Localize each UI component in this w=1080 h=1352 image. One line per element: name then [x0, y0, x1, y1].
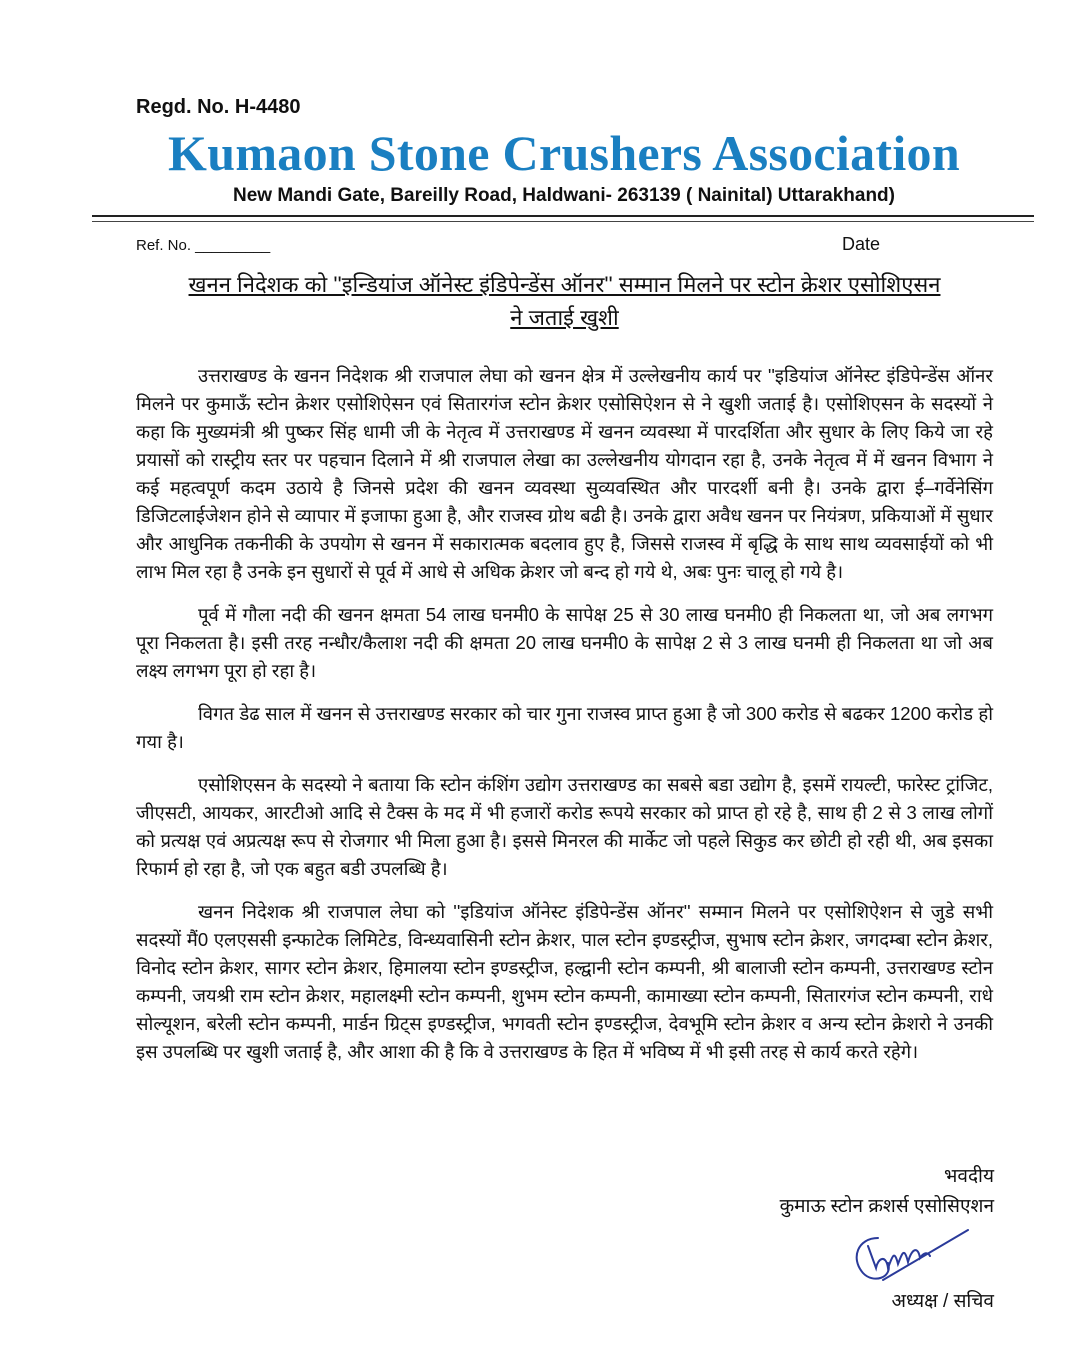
date-label: Date: [842, 234, 881, 254]
regd-number: Regd. No. H-4480: [136, 96, 301, 118]
letter-body: [136, 362, 993, 1081]
header-rule-thick: [92, 215, 1034, 217]
body-paragraph: एसोशिएसन के सदस्यो ने बताया कि स्टोन कंशिंग उद्योग उत्तराखण्ड का सबसे बडा उद्योग है, इसमें रायल्टी, फारेस्ट ट्रांजिट, जीएसटी, आयकर, आरटीओ आदि से टैक्स के मद में भी हजारों करोड रूपये सरकार को प्राप्त हो रहे है, साथ ही 2 से 3 लाख लोगों को प्रत्यक्ष एवं अप्रत्यक्ष रूप से रोजगार भी मिला हुआ है। इससे मिनरल की मार्केट जो पहले सिकुड कर छोटी हो रही थी, अब इसका रिफार्म हो रहा है, जो एक बहुत बडी उपलब्धि है।: [136, 774, 993, 879]
headline-line-1: खनन निदेशक को ''इन्डियांज ऑनेस्ट इंडिपेन्डेंस ऑनर'' सम्मान मिलने पर स्टोन क्रेशर एसोशिएसन: [188, 272, 941, 297]
closing-block: [780, 1162, 994, 1222]
organization-address: New Mandi Gate, Bareilly Road, Haldwani- 263139 ( Nainital) Uttarakhand): [232, 185, 895, 206]
ref-number: Ref. No. _________: [136, 237, 271, 254]
designation: अध्यक्ष / सचिव: [891, 1291, 994, 1312]
body-paragraph: पूर्व में गौला नदी की खनन क्षमता 54 लाख घनमी0 के सापेक्ष 25 से 30 लाख घनमी0 ही निकलता था, जो अब लगभग पूरा निकलता है। इसी तरह नन्धौर/कैलाश नदी की क्षमता 20 लाख घनमी0 के सापेक्ष 2 से 3 लाख घनमी ही निकलता था जो अब लक्ष्य लगभग पूरा हो रहा है।: [136, 604, 993, 681]
handwritten-signature: [848, 1218, 978, 1288]
header-rule-thin: [92, 221, 1034, 222]
headline: [136, 268, 993, 334]
organization-name: Kumaon Stone Crushers Association: [168, 125, 960, 181]
headline-line-2: ने जताई खुशी: [510, 305, 619, 330]
body-paragraph: विगत डेढ साल में खनन से उत्तराखण्ड सरकार को चार गुना राजस्व प्राप्त हुआ है जो 300 करोड से बढकर 1200 करोड हो गया है।: [136, 703, 993, 752]
body-paragraph: खनन निदेशक श्री राजपाल लेघा को ''इडियांज ऑनेस्ट इंडिपेन्डेंस ऑनर'' सम्मान मिलने पर एसोशिऐशन से जुडे सभी सदस्यों मैं0 एलएससी इन्फाटेक लिमिटेड, विन्ध्यवासिनी स्टोन क्रेशर, पाल स्टोन इण्डस्ट्रीज, सुभाष स्टोन क्रेशर, जगदम्बा स्टोन क्रेशर, विनोद स्टोन क्रेशर, सागर स्टोन क्रेशर, हिमालया स्टोन इण्डस्ट्रीज, हल्द्वानी स्टोन कम्पनी, श्री बालाजी स्टोन कम्पनी, उत्तराखण्ड स्टोन कम्पनी, जयश्री राम स्टोन क्रेशर, महालक्ष्मी स्टोन कम्पनी, शुभम स्टोन कम्पनी, कामाख्या स्टोन कम्पनी, सितारगंज स्टोन कम्पनी, राधे सोल्यूशन, बरेली स्टोन कम्पनी, मार्डन ग्रिट्स इण्डस्ट्रीज, भगवती स्टोन इण्डस्ट्रीज, देवभूमि स्टोन क्रेशर व अन्य स्टोन क्रेशरो ने उनकी इस उपलब्धि पर खुशी जताई है, और आशा की है कि वे उत्तराखण्ड के हित में भविष्य में भी इसी तरह से कार्य करते रहेगे।: [136, 901, 993, 1062]
signatory-organization: कुमाऊ स्टोन क्रशर्स एसोसिएशन: [779, 1196, 994, 1217]
salutation: भवदीय: [944, 1166, 994, 1187]
body-paragraph: उत्तराखण्ड के खनन निदेशक श्री राजपाल लेघा को खनन क्षेत्र में उल्लेखनीय कार्य पर ''इडियांज ऑनेस्ट इंडिपेन्डेंस ऑनर मिलने पर कुमाऊँ स्टोन क्रेशर एसोशिऐसन एवं सितारगंज स्टोन क्रेशर एसोसिऐशन से ने खुशी जताई है। एसोशिएसन के सदस्यों ने कहा कि मुख्यमंत्री श्री पुष्कर सिंह धामी जी के नेतृत्व में उत्तराखण्ड में खनन व्यवस्था में पारदर्शिता और सुधार के लिए किये जा रहे प्रयासों को रास्ट्रीय स्तर पर पहचान दिलाने में श्री राजपाल लेखा का उल्लेखनीय योगदान रहा है, उनके नेतृत्व में में खनन विभाग ने कई महत्वपूर्ण कदम उठाये है जिनसे प्रदेश की खनन व्यवस्था सुव्यवस्थित और पारदर्शी बनी है। उनके द्वारा ई–गर्वेनेसिंग डिजिटलाईजेशन होने से व्यापार में इजाफा हुआ है, और राजस्व ग्रोथ बढी है। उनके द्वारा अवैध खनन पर नियंत्रण, प्रकियाओं में सुधार और आधुनिक तकनीकी के उपयोग से खनन में सकारात्मक बदलाव हुए है, जिससे राजस्व में बृद्धि के साथ साथ व्यवसाईयों को भी लाभ मिल रहा है उनके इन सुधारों से पूर्व में आधे से अधिक क्रेशर जो बन्द हो गये थे, अबः पुनः चालू हो गये है।: [136, 365, 993, 582]
